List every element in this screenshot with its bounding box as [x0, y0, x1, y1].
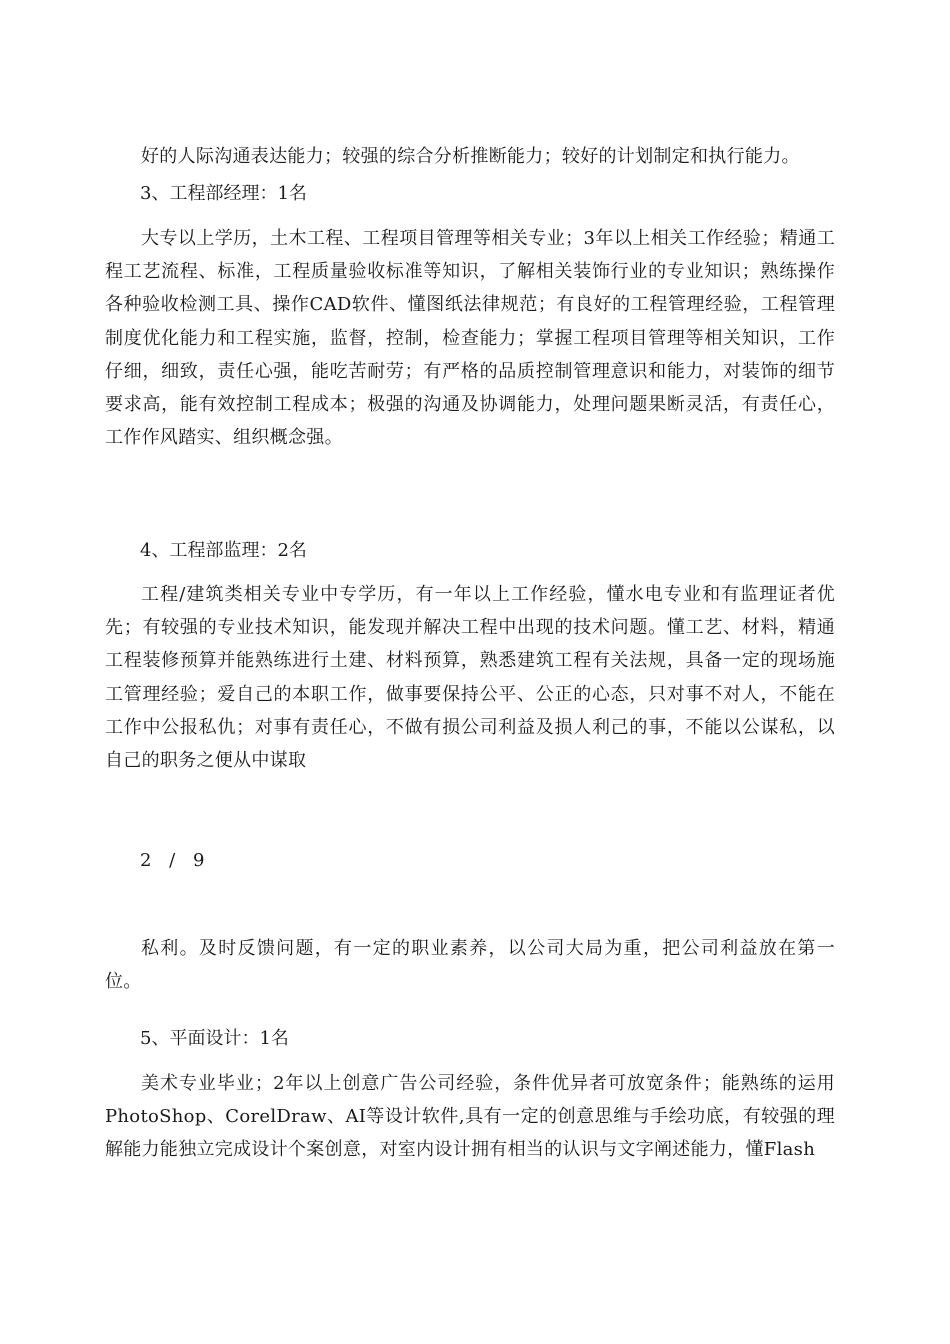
heading-graphic-designer: 5、平面设计：1名	[140, 1028, 289, 1049]
paragraph-engineering-supervisor-requirements: 工程/建筑类相关专业中专学历，有一年以上工作经验，懂水电专业和有监理证者优先；有较强的专业技术知识，能发现并解决工程中出现的技术问题。懂工艺、材料，精通工程装修预算并能熟练进行土建、材料预算，熟悉建筑工程有关法规，具备一定的现场施工管理经验；爱自己的本职工作，做事要保持公平、公正的心态，只对事不对人，不能在工作中公报私仇；对事有责任心，不做有损公司利益及损人利己的事，不能以公谋私，以自己的职务之便从中谋取	[105, 584, 835, 772]
paragraph-interpersonal-skills: 好的人际沟通表达能力；较强的综合分析推断能力；较好的计划制定和执行能力。	[141, 146, 800, 167]
paragraph-graphic-designer-requirements: 美术专业毕业；2年以上创意广告公司经验，条件优异者可放宽条件；能熟练的运用PhotoShop、CorelDraw、AI等设计软件,具有一定的创意思维与手绘功底，有较强的理解能力能独立完成设计个案创意，对室内设计拥有相当的认识与文字阐述能力，懂Flash	[105, 1073, 835, 1161]
paragraph-engineering-manager-requirements: 大专以上学历，土木工程、工程项目管理等相关专业；3年以上相关工作经验；精通工程工艺流程、标准，工程质量验收标准等知识，了解相关装饰行业的专业知识；熟练操作各种验收检测工具、操作CAD软件、懂图纸法律规范；有良好的工程管理经验，工程管理制度优化能力和工程实施，监督，控制，检查能力；掌握工程项目管理等相关知识，工作仔细，细致，责任心强，能吃苦耐劳；有严格的品质控制管理意识和能力，对装饰的细节要求高，能有效控制工程成本；极强的沟通及协调能力，处理问题果断灵活，有责任心，工作作风踏实、组织概念强。	[105, 228, 835, 449]
paragraph-continuation: 私利。及时反馈问题，有一定的职业素养，以公司大局为重，把公司利益放在第一位。	[105, 938, 835, 993]
page-number: 2 / 9	[140, 850, 211, 871]
heading-engineering-supervisor: 4、工程部监理：2名	[140, 540, 307, 561]
heading-engineering-manager: 3、工程部经理：1名	[140, 183, 307, 204]
